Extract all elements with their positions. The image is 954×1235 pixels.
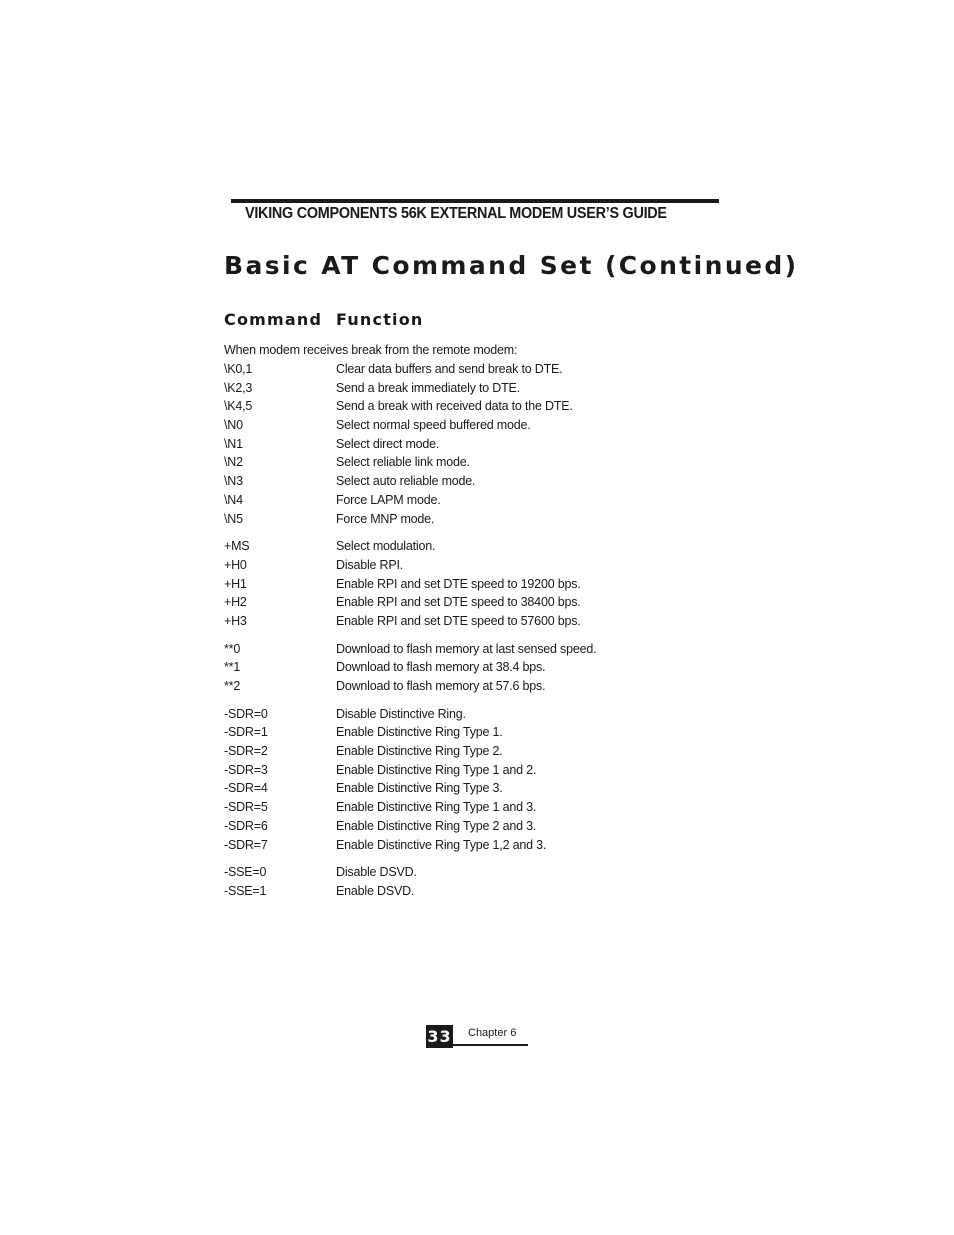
command-code: \K2,3	[224, 380, 253, 395]
command-function: Download to flash memory at 38.4 bps.	[336, 660, 546, 675]
command-code: -SDR=3	[224, 762, 268, 777]
command-function: Select normal speed buffered mode.	[336, 418, 531, 433]
column-header-function: Function	[336, 310, 424, 329]
header-rule	[231, 199, 719, 203]
command-row	[224, 593, 724, 612]
command-function: Force MNP mode.	[336, 511, 435, 526]
command-code: \N2	[224, 455, 243, 470]
command-code: -SDR=6	[224, 818, 268, 833]
command-table	[224, 341, 724, 901]
command-code: \N1	[224, 436, 243, 451]
command-code: -SSE=1	[224, 883, 267, 898]
command-row	[224, 379, 724, 398]
command-code: -SDR=7	[224, 837, 268, 852]
command-code: **0	[224, 641, 241, 656]
command-function: Enable Distinctive Ring Type 1 and 2.	[336, 762, 537, 777]
command-group	[224, 863, 724, 900]
command-code: **2	[224, 679, 241, 693]
command-function: Disable RPI.	[336, 557, 404, 572]
command-row	[224, 817, 724, 836]
command-function: Enable Distinctive Ring Type 3.	[336, 781, 503, 796]
command-groups	[224, 360, 724, 901]
command-function: Enable RPI and set DTE speed to 38400 bps.	[336, 595, 581, 610]
command-function: Select auto reliable mode.	[336, 474, 476, 489]
command-code: \K4,5	[224, 399, 253, 414]
command-function: Enable Distinctive Ring Type 2.	[336, 744, 503, 759]
command-row	[224, 779, 724, 798]
command-code: \N4	[224, 492, 243, 507]
command-row	[224, 416, 724, 435]
command-group	[224, 705, 724, 855]
command-function: Enable RPI and set DTE speed to 19200 bps.	[336, 576, 581, 591]
command-row	[224, 742, 724, 761]
command-row	[224, 882, 724, 901]
command-code: +H3	[224, 613, 247, 628]
command-row	[224, 435, 724, 454]
command-row	[224, 761, 724, 780]
command-function: Disable DSVD.	[336, 865, 417, 880]
command-code: -SDR=4	[224, 781, 268, 796]
command-function: Select reliable link mode.	[336, 455, 470, 470]
command-group	[224, 640, 724, 696]
command-code: \N0	[224, 418, 243, 433]
command-row	[224, 537, 724, 556]
command-row	[224, 863, 724, 882]
command-row	[224, 836, 724, 855]
command-row	[224, 491, 724, 510]
command-row	[224, 640, 724, 659]
command-code: +H1	[224, 576, 247, 591]
command-code: -SDR=5	[224, 800, 268, 815]
command-row	[224, 510, 724, 529]
footer-rule	[453, 1044, 528, 1046]
command-function: Clear data buffers and send break to DTE.	[336, 362, 563, 376]
command-code: \K0,1	[224, 362, 253, 376]
command-row	[224, 723, 724, 742]
command-row	[224, 453, 724, 472]
running-head: VIKING COMPONENTS 56K EXTERNAL MODEM USER’S GUIDE	[245, 205, 667, 222]
command-function: Select direct mode.	[336, 436, 440, 451]
command-code: -SDR=1	[224, 725, 268, 740]
command-function: Enable Distinctive Ring Type 1 and 3.	[336, 800, 537, 815]
command-row	[224, 472, 724, 491]
command-row	[224, 397, 724, 416]
command-code: -SDR=0	[224, 706, 268, 721]
command-row	[224, 360, 724, 379]
command-function: Send a break immediately to DTE.	[336, 380, 520, 395]
command-row	[224, 677, 724, 696]
command-code: +H2	[224, 595, 247, 610]
command-function: Enable Distinctive Ring Type 1,2 and 3.	[336, 837, 547, 852]
command-group	[224, 537, 724, 630]
command-function: Disable Distinctive Ring.	[336, 706, 466, 721]
command-code: **1	[224, 660, 241, 675]
command-function: Enable DSVD.	[336, 883, 415, 898]
command-function: Enable Distinctive Ring Type 1.	[336, 725, 503, 740]
command-row	[224, 575, 724, 594]
command-function: Send a break with received data to the DTE.	[336, 399, 573, 414]
command-function: Force LAPM mode.	[336, 492, 441, 507]
command-group	[224, 360, 724, 528]
command-code: -SSE=0	[224, 865, 267, 880]
intro-text: When modem receives break from the remote modem:	[224, 343, 518, 357]
chapter-label: Chapter 6	[468, 1027, 517, 1039]
command-function: Download to flash memory at 57.6 bps.	[336, 679, 546, 693]
page-number: 33	[427, 1027, 452, 1046]
command-function: Select modulation.	[336, 539, 436, 554]
command-function: Enable Distinctive Ring Type 2 and 3.	[336, 818, 537, 833]
command-code: +MS	[224, 539, 250, 554]
command-function: Download to flash memory at last sensed speed.	[336, 641, 597, 656]
column-header-command: Command	[224, 310, 323, 329]
command-code: \N5	[224, 511, 243, 526]
page-title: Basic AT Command Set (Continued)	[224, 251, 799, 280]
command-code: -SDR=2	[224, 744, 268, 759]
command-function: Enable RPI and set DTE speed to 57600 bps.	[336, 613, 581, 628]
command-row	[224, 798, 724, 817]
command-row	[224, 658, 724, 677]
command-code: +H0	[224, 557, 247, 572]
command-row	[224, 705, 724, 724]
command-row	[224, 556, 724, 575]
command-code: \N3	[224, 474, 243, 489]
command-row	[224, 612, 724, 631]
